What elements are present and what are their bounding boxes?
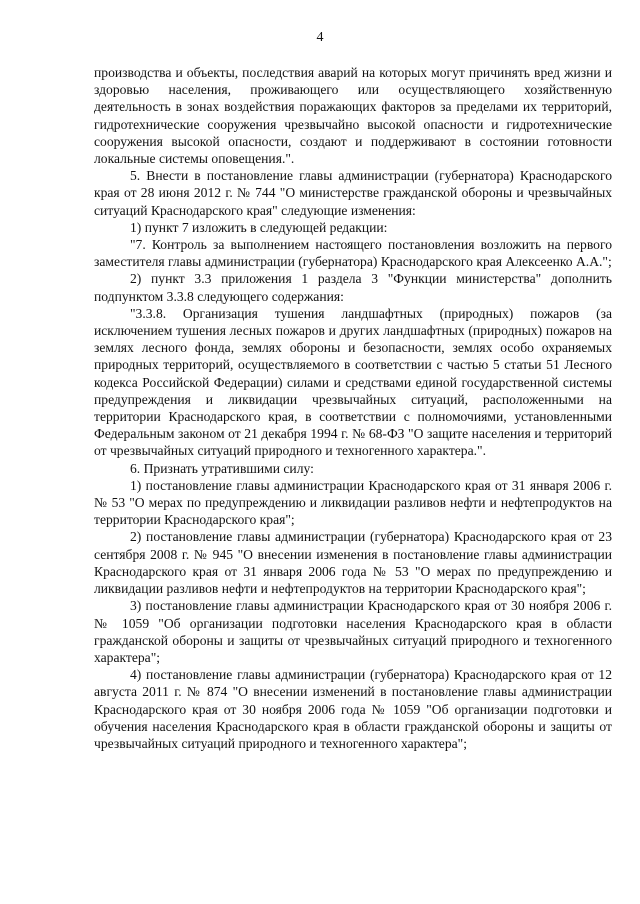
paragraph-subitem-6-1: 1) постановление главы администрации Краснодарского края от 31 января 2006 г. № 53 "О мерах по предупреждению и ликвидации разливов нефти и нефтепродуктов на территории Краснодарского края"; (94, 477, 612, 528)
paragraph-subitem-6-3: 3) постановление главы администрации Краснодарского края от 30 ноября 2006 г. № 1059 "Об организации подготовки населения Краснодарского края в области гражданской обороны и защиты от чрезвычайных ситуаций природного и техногенного характера"; (94, 598, 612, 665)
paragraph-subitem-6-2: 2) постановление главы администрации (губернатора) Краснодарского края от 23 сентября 2008 г. № 945 "О внесении изменения в постановление главы администрации Краснодарского края от 31 января 2006 года № 53 "О мерах по предупреждению и ликвидации разливов нефти и нефтепродуктов на территории Краснодарского края"; (94, 529, 612, 597)
paragraph-subitem-6-4: 4) постановление главы администрации (губернатора) Краснодарского края от 12 августа 2011 г. № 874 "О внесении изменений в постановление главы администрации Краснодарского края от 30 ноября 2006 года № 1059 "Об организации подготовки и обучения населения Краснодарского края в области гражданской обороны и защиты от чрезвычайных ситуаций природного и техногенного характера"; (94, 667, 612, 751)
paragraph-item-5: 5. Внести в постановление главы администрации (губернатора) Краснодарского края от 28 июня 2012 г. № 744 "О министерстве гражданской обороны и чрезвычайных ситуаций Краснодарского края" следующие изменения: (94, 168, 612, 218)
paragraph-quote-3-3-8: "3.3.8. Организация тушения ландшафтных (природных) пожаров (за исключением тушения лесных пожаров и других ландшафтных (природных) пожаров на землях лесного фонда, землях обороны и безопасности, землях особо охраняемых природных территорий, осуществляемого в соответствии с частью 5 статьи 51 Лесного кодекса Российской Федерации) силами и средствами единой государственной системы предупреждения и ликвидации чрезвычайных ситуаций, расположенными на территории Краснодарского края, в соответствии с полномочиями, установленными Федеральным законом от 21 декабря 1994 г. № 68-ФЗ "О защите населения и территорий от чрезвычайных ситуаций природного и техногенного характера.". (94, 305, 612, 459)
paragraph-continuation: производства и объекты, последствия аварий на которых могут причинять вред жизни и здоровью населения, проживающего или осуществляющего хозяйственную деятельность в зонах воздействия поражающих факторов за пределами их территорий, гидротехнические сооружения чрезвычайно высокой опасности и гидротехнические сооружения высокой опасности, создают и поддерживают в состоянии готовности локальные системы оповещения.". (94, 65, 612, 167)
document-body (94, 64, 612, 752)
paragraph-item-6: 6. Признать утратившими силу: (130, 460, 314, 476)
paragraph-subitem-5-2: 2) пункт 3.3 приложения 1 раздела 3 "Функции министерства" дополнить подпунктом 3.3.8 следующего содержания: (94, 271, 612, 304)
page-number: 4 (316, 30, 324, 45)
paragraph-subitem-5-1: 1) пункт 7 изложить в следующей редакции: (130, 219, 388, 235)
paragraph-quote-point-7: "7. Контроль за выполнением настоящего постановления возложить на первого заместителя главы администрации (губернатора) Краснодарского края Алексеенко А.А."; (94, 237, 612, 270)
